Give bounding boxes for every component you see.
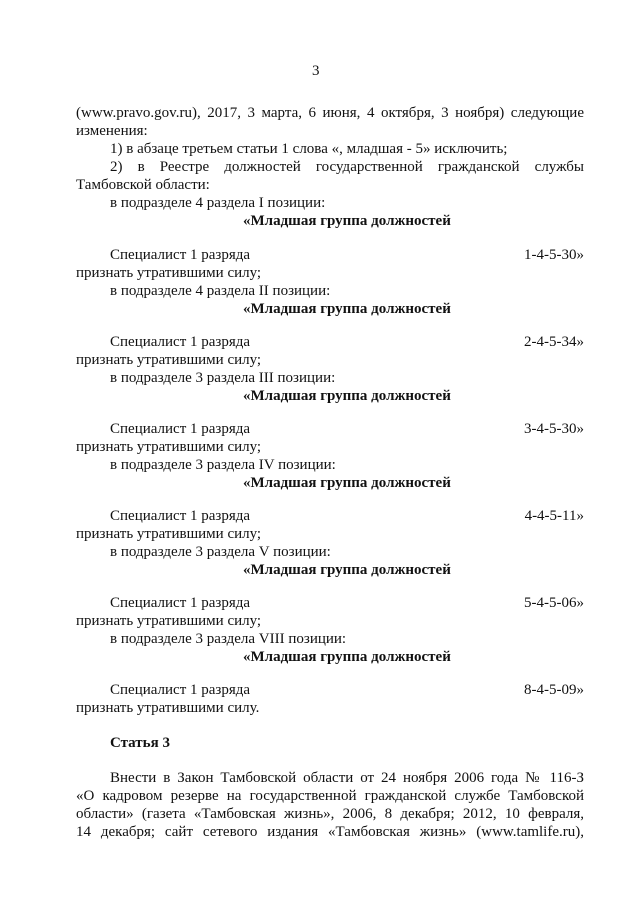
intro-item-2-line-2: Тамбовской области: <box>76 177 210 193</box>
intro-item-1: 1) в абзаце третьем статьи 1 слова «, младшая - 5» исключить; <box>110 141 508 157</box>
group-heading: «Младшая группа должностей <box>243 475 451 491</box>
position-name: Специалист 1 разряда <box>110 421 251 437</box>
position-name: Специалист 1 разряда <box>110 247 251 263</box>
intro-line-2: изменения: <box>76 123 148 139</box>
article-paragraph-line-4: 14 декабря; сайт сетевого издания «Тамбовская жизнь» (www.tamlife.ru), <box>76 824 584 840</box>
position-name: Специалист 1 разряда <box>110 682 251 698</box>
group-heading: «Младшая группа должностей <box>243 562 451 578</box>
article-paragraph-line-3: области» (газета «Тамбовская жизнь», 2006, 8 декабря; 2012, 10 февраля, <box>76 806 584 822</box>
page-number: 3 <box>312 63 320 79</box>
subsection-heading: в подразделе 3 раздела III позиции: <box>110 370 336 386</box>
article-heading: Статья 3 <box>110 735 170 751</box>
subsection-heading: в подразделе 3 раздела VIII позиции: <box>110 631 347 647</box>
position-code: 3-4-5-30» <box>524 421 584 437</box>
position-code: 4-4-5-11» <box>524 508 584 524</box>
position-name: Специалист 1 разряда <box>110 595 251 611</box>
position-code: 1-4-5-30» <box>524 247 584 263</box>
group-heading: «Младшая группа должностей <box>243 649 451 665</box>
position-name: Специалист 1 разряда <box>110 334 251 350</box>
subsection-heading: в подразделе 3 раздела IV позиции: <box>110 457 336 473</box>
action-text: признать утратившими силу. <box>76 700 260 716</box>
subsection-heading: в подразделе 4 раздела II позиции: <box>110 283 331 299</box>
action-text: признать утратившими силу; <box>76 265 262 281</box>
position-code: 2-4-5-34» <box>524 334 584 350</box>
subsection-heading: в подразделе 3 раздела V позиции: <box>110 544 331 560</box>
intro-item-2-line-1: 2) в Реестре должностей государственной гражданской службы <box>110 159 584 175</box>
position-code: 8-4-5-09» <box>524 682 584 698</box>
action-text: признать утратившими силу; <box>76 352 262 368</box>
subsection-heading: в подразделе 4 раздела I позиции: <box>110 195 326 211</box>
group-heading: «Младшая группа должностей <box>243 301 451 317</box>
position-code: 5-4-5-06» <box>524 595 584 611</box>
group-heading: «Младшая группа должностей <box>243 388 451 404</box>
position-name: Специалист 1 разряда <box>110 508 251 524</box>
group-heading: «Младшая группа должностей <box>243 213 451 229</box>
action-text: признать утратившими силу; <box>76 526 262 542</box>
action-text: признать утратившими силу; <box>76 613 262 629</box>
intro-line-1: (www.pravo.gov.ru), 2017, 3 марта, 6 июня, 4 октября, 3 ноября) следующие <box>76 105 584 121</box>
article-paragraph-line-1: Внести в Закон Тамбовской области от 24 ноября 2006 года № 116-З <box>110 770 584 786</box>
article-paragraph-line-2: «О кадровом резерве на государственной гражданской службе Тамбовской <box>76 788 584 804</box>
action-text: признать утратившими силу; <box>76 439 262 455</box>
